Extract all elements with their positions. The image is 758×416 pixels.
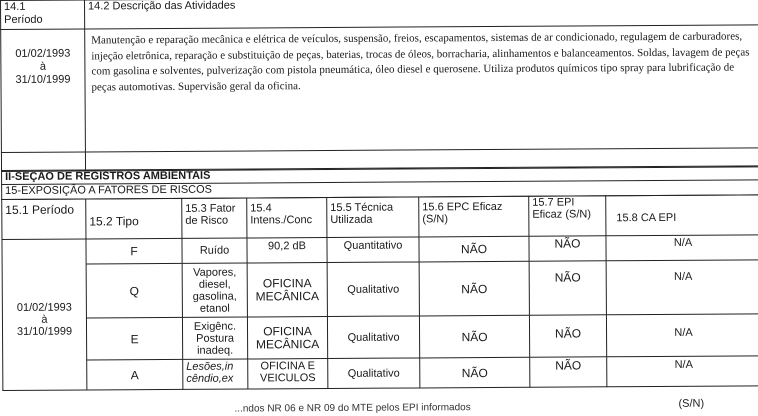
- risk-factor: Ruído: [182, 238, 247, 263]
- risk-epi: NÃO: [529, 261, 606, 315]
- header-factor: 15.3 Fator de Risco: [182, 198, 247, 238]
- risk-epi: NÃO: [530, 357, 607, 387]
- risk-ca: N/A: [607, 356, 758, 387]
- exposure-title: 15-EXPOSIÇÃO A FATORES DE RISCOS: [2, 180, 758, 200]
- period-header-cell: [1, 0, 85, 29]
- risk-epc: NÃO: [420, 357, 530, 388]
- risk-epi: NÃO: [529, 315, 606, 357]
- risk-ca: N/A: [606, 314, 758, 357]
- risk-period-cell: [2, 239, 87, 391]
- risk-intensity: 90,2 dB: [247, 238, 327, 263]
- activity-period-end: 31/10/1999: [15, 73, 71, 86]
- table-row: [2, 314, 758, 361]
- section-title: II-SEÇÃO DE REGISTROS AMBIENTAIS: [2, 166, 758, 185]
- activity-period-start: 01/02/1993: [15, 47, 71, 60]
- activity-period-sep: à: [39, 60, 47, 73]
- risk-intensity: OFICINA MECÂNICA: [247, 317, 327, 359]
- header-epc: 15.6 EPC Eficaz (S/N): [419, 196, 529, 237]
- risk-epc: NÃO: [419, 261, 529, 316]
- header-type: 15.2 Tipo: [86, 198, 182, 239]
- risk-technique: Qualitativo: [327, 316, 419, 359]
- risk-epc: NÃO: [419, 315, 529, 358]
- risk-factors-table: [1, 194, 758, 391]
- header-intensity: 15.4 Intens./Conc: [247, 198, 327, 238]
- risk-period-end: 31/10/1999: [16, 325, 73, 338]
- risk-type: Q: [86, 263, 182, 318]
- risk-ca: N/A: [606, 235, 758, 261]
- header-ca: 15.8 CA EPI: [606, 195, 758, 236]
- footer-text-fragment: ...ndos NR 06 e NR 09 do MTE pelos EPI informados: [234, 402, 471, 415]
- footer-sn-label: (S/N): [678, 397, 705, 410]
- period-header-label: Período: [4, 13, 43, 26]
- activity-period-cell: [1, 29, 86, 153]
- risk-intensity: OFICINA E VEICULOS: [248, 359, 328, 389]
- risk-type: A: [87, 359, 183, 390]
- activities-table: [0, 0, 758, 172]
- risk-factor: Exigênc. Postura inadeq.: [182, 317, 247, 359]
- risk-epi: NÃO: [529, 236, 606, 261]
- header-period: 15.1 Período: [2, 199, 86, 240]
- risk-type: F: [86, 238, 182, 264]
- risk-type: E: [86, 317, 182, 360]
- risk-technique: Qualitativo: [327, 262, 419, 317]
- header-technique: 15.5 Técnica Utilizada: [327, 197, 419, 238]
- risk-intensity: OFICINA MECÂNICA: [247, 263, 327, 317]
- risk-epc: NÃO: [419, 236, 529, 262]
- risk-technique: Qualitativo: [328, 358, 420, 389]
- period-header-number: 14.1: [4, 0, 26, 13]
- table-row: [3, 356, 758, 391]
- risk-ca: N/A: [606, 260, 758, 315]
- risk-period-sep: à: [41, 313, 48, 326]
- table-row: [2, 260, 758, 319]
- risk-factor: Lesões,in cêndio,ex: [183, 359, 248, 389]
- risk-period-start: 01/02/1993: [16, 301, 72, 314]
- header-epi: 15.7 EPI Eficaz (S/N): [529, 196, 606, 236]
- activity-description: Manutenção e reparação mecânica e elétrica de veículos, suspensão, freios, escapamentos, sistemas de ar condicionado, regulagem de carburadores, injeção eletrônica, reparação e substituição de peças, baterias, trocas de óleos, borracharia, alinhamentos e balanceamentos. Soldas, lavagem de peças com gasolina e solventes, pulverização com pistola pneumática, óleo diesel e querosene. Utiliza produtos químicos tipo spray para lubrificação de peças automotivas. Supervisão geral da oficina.: [85, 25, 758, 152]
- risk-factor: Vapores, diesel, gasolina, etanol: [182, 263, 247, 317]
- description-header: 14.2 Descrição das Atividades: [85, 0, 758, 29]
- risk-technique: Quantitativo: [327, 237, 419, 263]
